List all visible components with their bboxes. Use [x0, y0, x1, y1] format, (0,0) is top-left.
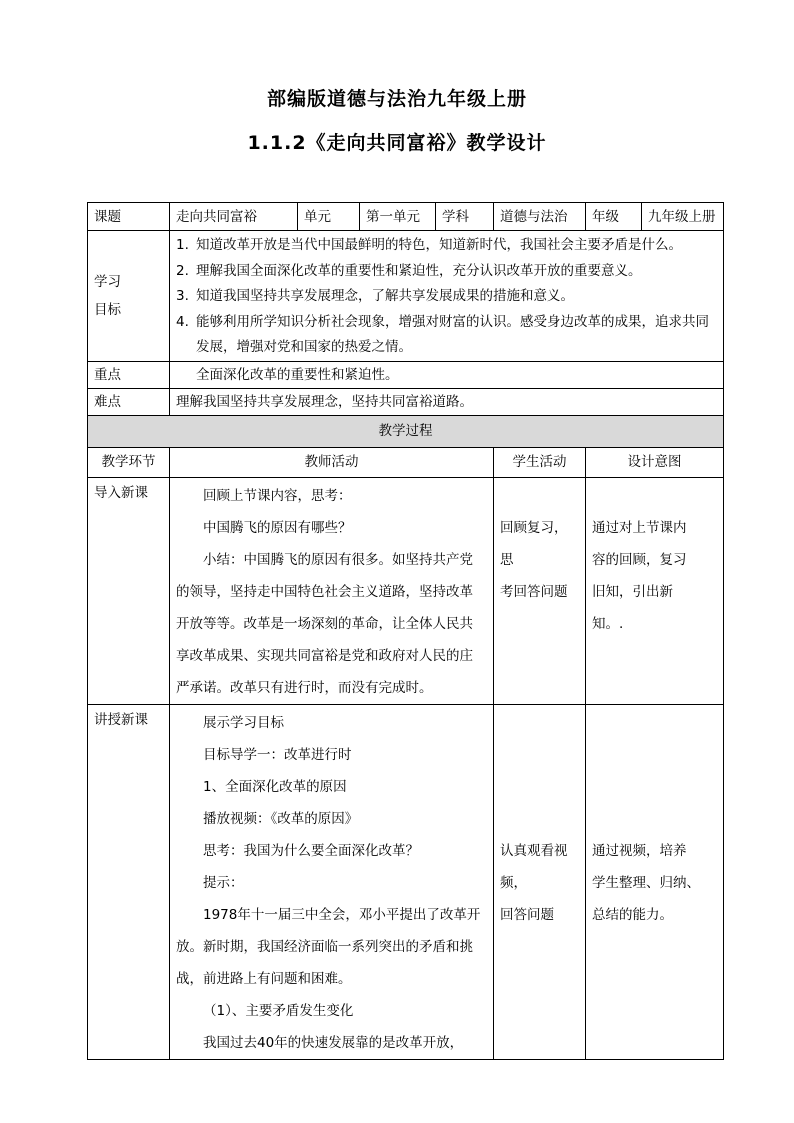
goals-label — [88, 231, 170, 362]
goal-item: 1. 知道改革开放是当代中国最鲜明的特色，知道新时代，我国社会主要矛盾是什么。 — [176, 237, 682, 253]
teacher-line: 小结：中国腾飞的原因有很多。如坚持共产党 — [203, 551, 473, 568]
header-stage: 教学环节 — [88, 447, 170, 477]
teacher-line: 中国腾飞的原因有哪些？ — [203, 519, 352, 536]
key-point-row — [88, 361, 724, 388]
student-activity-new-lesson — [494, 704, 586, 1059]
process-row-intro — [88, 477, 724, 704]
header-student: 学生活动 — [494, 447, 586, 477]
course-value: 走向共同富裕 — [170, 203, 298, 231]
teacher-line: 我国过去40年的快速发展靠的是改革开放， — [203, 1034, 464, 1051]
teacher-activity-new-lesson — [170, 704, 494, 1059]
document-title: 部编版道德与法治九年级上册 — [266, 88, 527, 110]
unit-label: 单元 — [298, 203, 360, 231]
intent-line: 通过视频，培养 — [592, 842, 687, 859]
header-intent: 设计意图 — [586, 447, 724, 477]
lesson-plan-table — [87, 202, 724, 1060]
grade-label: 年级 — [586, 203, 642, 231]
teacher-line: 1、全面深化改革的原因 — [203, 778, 347, 795]
student-line: 考回答问题 — [500, 583, 568, 600]
teacher-line: 的领导，坚持走中国特色社会主义道路，坚持改革 — [176, 583, 473, 600]
teacher-line: 展示学习目标 — [203, 714, 284, 731]
intent-line: 学生整理、归纳、 — [592, 874, 700, 891]
grade-value: 九年级上册 — [642, 203, 724, 231]
student-activity-intro — [494, 477, 586, 704]
difficulty-text: 理解我国坚持共享发展理念，坚持共同富裕道路。 — [170, 388, 724, 415]
unit-value: 第一单元 — [360, 203, 436, 231]
intent-line: 总结的能力。 — [592, 906, 673, 923]
teacher-line: （1）、主要矛盾发生变化 — [203, 1002, 354, 1019]
design-intent-intro — [586, 477, 724, 704]
teacher-line: 战，前进路上有问题和困难。 — [176, 970, 352, 987]
intent-line: 旧知，引出新 — [592, 583, 673, 600]
header-teacher: 教师活动 — [170, 447, 494, 477]
goals-label-line2: 目标 — [94, 301, 121, 318]
stage-new-lesson: 讲授新课 — [88, 704, 170, 1059]
intent-line: 通过对上节课内 — [592, 519, 687, 536]
key-point-label: 重点 — [88, 361, 170, 388]
stage-intro: 导入新课 — [88, 477, 170, 704]
intent-line: 容的回顾，复习 — [592, 551, 687, 568]
process-title-row — [88, 415, 724, 447]
teacher-line: 开放等等。改革是一场深刻的革命，让全体人民共 — [176, 615, 473, 632]
teacher-line: 回顾上节课内容，思考： — [203, 487, 352, 504]
teacher-line: 目标导学一：改革进行时 — [203, 746, 352, 763]
subject-label: 学科 — [436, 203, 494, 231]
process-title: 教学过程 — [88, 415, 724, 447]
teacher-line: 享改革成果、实现共同富裕是党和政府对人民的庄 — [176, 647, 473, 664]
difficulty-label: 难点 — [88, 388, 170, 415]
info-row — [88, 203, 724, 231]
lesson-title: 1.1.2《走向共同富裕》教学设计 — [247, 132, 547, 154]
goal-item: 3. 知道我国坚持共享发展理念，了解共享发展成果的措施和意义。 — [176, 288, 574, 304]
teacher-line: 播放视频：《改革的原因》 — [203, 810, 359, 827]
teacher-line: 严承诺。改革只有进行时，而没有完成时。 — [176, 679, 433, 696]
teacher-line: 放。新时期，我国经济面临一系列突出的矛盾和挑 — [176, 938, 473, 955]
subject-value: 道德与法治 — [494, 203, 586, 231]
key-point-text: 全面深化改革的重要性和紧迫性。 — [170, 361, 724, 388]
intent-line: 知。. — [592, 615, 624, 632]
student-line: 认真观看视频， — [500, 842, 568, 891]
teacher-line: 提示： — [203, 874, 244, 891]
course-label: 课题 — [88, 203, 170, 231]
goals-content — [170, 231, 724, 362]
teacher-line: 1978年十一届三中全会，邓小平提出了改革开 — [203, 906, 481, 923]
goal-item: 4. 能够利用所学知识分析社会现象，增强对财富的认识。感受身边改革的成果，追求共同 — [176, 313, 709, 330]
goals-label-line1: 学习 — [94, 273, 121, 290]
teacher-activity-intro — [170, 477, 494, 704]
process-header-row — [88, 447, 724, 477]
difficulty-row — [88, 388, 724, 415]
process-row-new-lesson — [88, 704, 724, 1059]
student-line: 回答问题 — [500, 906, 554, 923]
student-line: 回顾复习，思 — [500, 519, 568, 568]
goal-item: 2. 理解我国全面深化改革的重要性和紧迫性，充分认识改革开放的重要意义。 — [176, 262, 642, 279]
design-intent-new-lesson — [586, 704, 724, 1059]
goal-item-continuation: 发展，增强对党和国家的热爱之情。 — [196, 339, 412, 355]
teacher-line: 思考：我国为什么要全面深化改革？ — [203, 842, 419, 859]
goals-row — [88, 231, 724, 362]
